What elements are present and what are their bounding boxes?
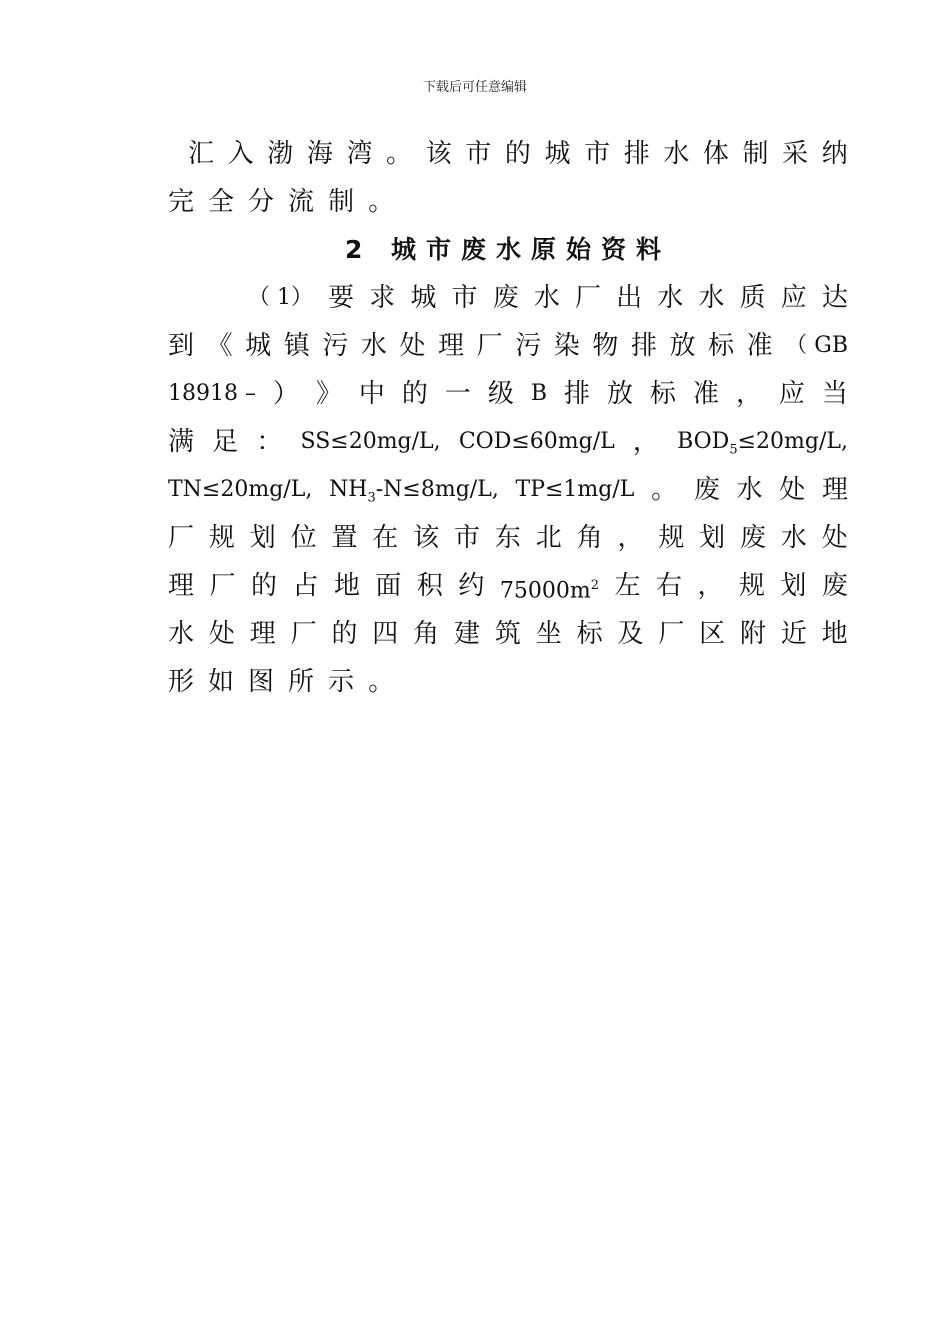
text-token: 市	[454, 523, 481, 553]
text-token: 水	[698, 283, 725, 313]
text-token: 海	[306, 139, 333, 169]
text-token: 城	[544, 139, 571, 169]
text-token: 处	[779, 475, 806, 505]
bod-value: ≤20mg/L,	[737, 429, 848, 454]
paragraph-2-line-4	[168, 418, 848, 466]
text-token: 如	[208, 667, 235, 697]
ss-limit: SS≤20mg/L,	[300, 429, 441, 454]
text-token: 市	[584, 139, 611, 169]
text-token: 厂	[168, 523, 195, 553]
paragraph-2-line-7	[168, 562, 848, 610]
text-token: 。	[368, 667, 395, 697]
text-token: 满	[168, 427, 195, 457]
text-token: 的	[504, 139, 531, 169]
text-token: 当	[821, 379, 848, 409]
text-token: 水	[360, 331, 387, 361]
text-token: 放	[606, 379, 633, 409]
text-token: 足	[212, 427, 239, 457]
text-token: 污	[322, 331, 349, 361]
bod-label: BOD	[677, 429, 730, 454]
paragraph-2-line-3	[168, 370, 848, 418]
text-token: 准	[746, 331, 773, 361]
text-token: 形	[168, 667, 195, 697]
text-token: 汇	[188, 139, 215, 169]
tn-limit: TN≤20mg/L,	[168, 477, 313, 502]
text-token: 占	[292, 571, 319, 601]
text-token: 。	[386, 139, 413, 169]
text-token: 建	[454, 619, 481, 649]
text-token: 处	[399, 331, 426, 361]
text-token: 理	[821, 475, 848, 505]
text-token: 厂	[476, 331, 503, 361]
text-token: 制	[328, 187, 355, 217]
text-token: 准	[692, 379, 719, 409]
text-token: 约	[458, 571, 485, 601]
text-token: 水	[663, 139, 690, 169]
text-token: 废	[693, 475, 720, 505]
text-token: （ 1）	[248, 285, 313, 310]
text-token: 中	[358, 379, 385, 409]
nh3-subscript: 3	[367, 490, 376, 506]
text-token: 。	[651, 475, 678, 505]
text-token: 标	[576, 619, 603, 649]
text-token: B	[530, 381, 548, 406]
text-token: 地	[333, 571, 360, 601]
text-token: 筑	[494, 619, 521, 649]
text-token: 水	[657, 283, 684, 313]
text-token: 放	[669, 331, 696, 361]
text-token: 在	[372, 523, 399, 553]
text-token: 坐	[535, 619, 562, 649]
text-token: 一	[444, 379, 471, 409]
paragraph-2-line-9	[168, 658, 848, 706]
text-token: 18918 –	[168, 381, 256, 406]
text-token: 完	[168, 187, 195, 217]
text-token: 面	[375, 571, 402, 601]
text-token: 体	[702, 139, 729, 169]
text-token: 厂	[574, 283, 601, 313]
paragraph-2-line-8	[168, 610, 848, 658]
text-token: 应	[780, 283, 807, 313]
area-superscript: 2	[590, 578, 600, 593]
text-token: 城	[410, 283, 437, 313]
text-token: ：	[256, 427, 283, 457]
text-token: 制	[742, 139, 769, 169]
text-token: 。	[368, 187, 395, 217]
text-token: 规	[738, 571, 765, 601]
text-token: 规	[658, 523, 685, 553]
text-token: 该	[413, 523, 440, 553]
text-token: 的	[250, 571, 277, 601]
text-token: 排	[564, 379, 591, 409]
paragraph-2-line-6	[168, 514, 848, 562]
area-value	[500, 562, 599, 610]
text-token: ，	[735, 379, 762, 409]
bod-subscript: 5	[729, 442, 738, 458]
area-number: 75000m	[499, 578, 591, 604]
text-token: 水	[168, 619, 195, 649]
text-token: 标	[708, 331, 735, 361]
text-token: 区	[699, 619, 726, 649]
paragraph-2-line-5	[168, 466, 848, 514]
text-token: 废	[492, 283, 519, 313]
text-token: 镇	[283, 331, 310, 361]
text-token: 入	[227, 139, 254, 169]
text-token: 应	[778, 379, 805, 409]
text-token: 处	[821, 523, 848, 553]
text-token: 厂	[290, 619, 317, 649]
text-token: 北	[535, 523, 562, 553]
text-token: 要	[328, 283, 355, 313]
page-header: 下载后可任意编辑	[422, 80, 527, 95]
text-token: 附	[740, 619, 767, 649]
text-token: 右	[655, 571, 682, 601]
text-token: 分	[248, 187, 275, 217]
text-token: 近	[780, 619, 807, 649]
text-token: 纳	[821, 139, 848, 169]
bod-limit	[677, 418, 848, 466]
text-token: 排	[630, 331, 657, 361]
text-token: 的	[331, 619, 358, 649]
paragraph-1-line-2	[168, 178, 848, 226]
text-token: 》	[315, 379, 342, 409]
cod-limit: COD≤60mg/L	[458, 429, 615, 454]
text-token: 及	[617, 619, 644, 649]
text-token: 流	[288, 187, 315, 217]
text-token: 采	[782, 139, 809, 169]
text-token: 市	[451, 283, 478, 313]
text-token: 出	[616, 283, 643, 313]
text-token: 积	[416, 571, 443, 601]
text-token: 全	[208, 187, 235, 217]
nh3-label: NH	[329, 477, 368, 502]
text-token: 质	[739, 283, 766, 313]
text-token: 理	[438, 331, 465, 361]
text-token: ，	[617, 523, 644, 553]
text-token: 置	[331, 523, 358, 553]
text-token: 城	[245, 331, 272, 361]
text-token: 理	[249, 619, 276, 649]
text-token: 求	[369, 283, 396, 313]
text-token: 示	[328, 667, 355, 697]
text-token: 级	[487, 379, 514, 409]
text-token: ，	[697, 571, 724, 601]
paragraph-2-line-2	[168, 322, 848, 370]
text-token: 废	[740, 523, 767, 553]
text-token: 渤	[267, 139, 294, 169]
text-token: 市	[465, 139, 492, 169]
text-token: 废	[821, 571, 848, 601]
nh3-limit	[329, 466, 499, 514]
document-body	[168, 130, 848, 706]
text-token: ，	[632, 427, 659, 457]
text-token: 水	[533, 283, 560, 313]
paragraph-1-line-1	[168, 130, 848, 178]
text-token: 角	[413, 619, 440, 649]
text-token: 划	[699, 523, 726, 553]
text-token: 湾	[346, 139, 373, 169]
text-token: 染	[553, 331, 580, 361]
text-token: 厂	[658, 619, 685, 649]
text-token: 划	[249, 523, 276, 553]
text-token: 划	[780, 571, 807, 601]
text-token: 水	[736, 475, 763, 505]
text-token: 标	[649, 379, 676, 409]
text-token: 水	[780, 523, 807, 553]
paragraph-2-line-1	[168, 274, 848, 322]
text-token: 东	[494, 523, 521, 553]
text-token: 达	[821, 283, 848, 313]
nh3-value: -N≤8mg/L,	[375, 477, 499, 502]
text-token: 到	[168, 331, 195, 361]
text-token: 处	[208, 619, 235, 649]
text-token: 《	[206, 331, 233, 361]
text-token: 所	[288, 667, 315, 697]
text-token: ）	[272, 379, 299, 409]
text-token: 污	[515, 331, 542, 361]
text-token: 规	[208, 523, 235, 553]
text-token: 地	[821, 619, 848, 649]
text-token: （ GB	[785, 333, 848, 358]
tp-limit: TP≤1mg/L	[515, 477, 635, 502]
section-heading: 2 城市废水原始资料	[344, 235, 672, 264]
text-token: 角	[576, 523, 603, 553]
text-token: 厂	[209, 571, 236, 601]
text-token: 该	[425, 139, 452, 169]
text-token: 左	[614, 571, 641, 601]
text-token: 四	[372, 619, 399, 649]
text-token: 位	[290, 523, 317, 553]
text-token: 图	[248, 667, 275, 697]
text-token: 物	[592, 331, 619, 361]
text-token: 的	[401, 379, 428, 409]
text-token: 理	[168, 571, 195, 601]
text-token: 排	[623, 139, 650, 169]
